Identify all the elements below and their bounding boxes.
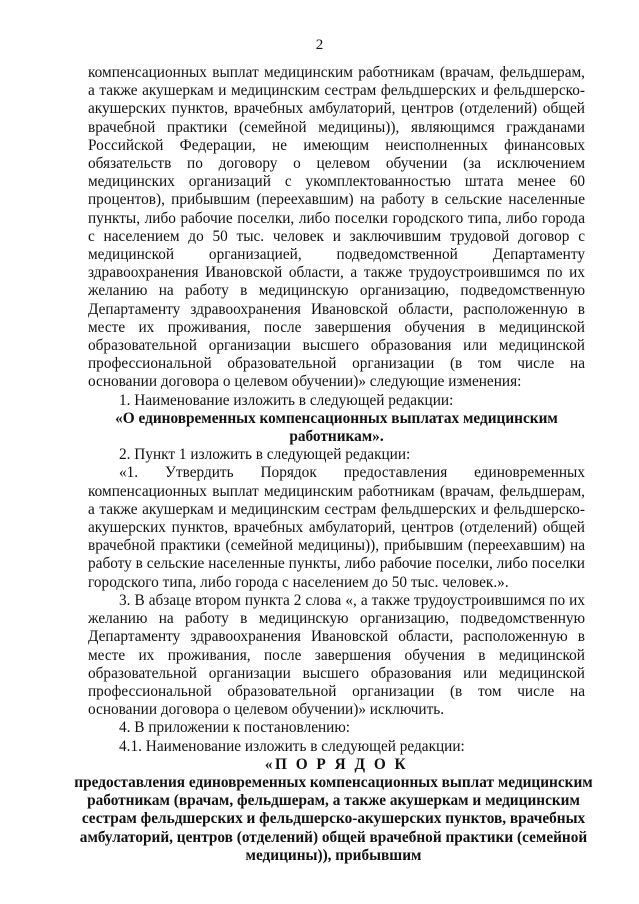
paragraph-item-2: 2. Пункт 1 изложить в следующей редакции: [119,446,411,464]
heading-item-1-title: «О единовременных компенсационных выплатах медицинским работникам». [115,409,558,446]
document-body [74,64,593,865]
paragraph-item-1: 1. Наименование изложить в следующей редакции: [119,391,454,409]
page-number: 2 [315,37,324,53]
paragraph-item-4-1: 4.1. Наименование изложить в следующей редакции: [119,737,465,755]
order-heading: «П О Р Я Д О К [264,755,409,773]
paragraph-item-2-text: «1. Утвердить Порядок предоставления единовременных компенсационных выплат медицинским работникам (врачам, фельдшерам, а также акушеркам и медицинским сестрам фельдшерских и фельдшерско-акушерских пунктов, врачебных амбулаторий, центров (отделений) общей врачебной практики (семейной медицины)), прибывшим (переехавшим) на работу в сельские населенные пункты, либо рабочие поселки, либо поселки городского типа, либо города с населением до 50 тыс. человек.». [88,464,585,591]
order-title: предоставления единовременных компенсационных выплат медицинским работникам (врачам, фельдшерам, а также акушеркам и медицинским сестрам фельдшерских и фельдшерско-акушерских пунктов, врачебных амбулаторий, центров (отделений) общей врачебной практики (семейной медицины)), прибывшим [74,773,593,864]
paragraph-item-4: 4. В приложении к постановлению: [119,719,351,737]
paragraph-item-3: 3. В абзаце втором пункта 2 слова «, а также трудоустроившимся по их желанию на работу в медицинскую организацию, подведомственную Департаменту здравоохранения Ивановской области, расположенную в месте их проживания, после завершения обучения в медицинской образовательной организации высшего образования или медицинской профессиональной образовательной организации (в том числе на основании договора о целевом обучении)» исключить. [88,591,585,719]
paragraph-intro: компенсационных выплат медицинским работникам (врачам, фельдшерам, а также акушеркам и медицинским сестрам фельдшерских и фельдшерско-акушерских пунктов, врачебных амбулаторий, центров (отделений) общей врачебной практики (семейной медицины)), являющимся гражданами Российской Федерации, не имеющим неисполненных финансовых обязательств по договору о целевом обучении (за исключением медицинских организаций с укомплектованностью штата менее 60 процентов), прибывшим (переехавшим) на работу в сельские населенные пункты, либо рабочие поселки, либо поселки городского типа, либо города с населением до 50 тыс. человек и заключившим трудовой договор с медицинской организацией, подведомственной Департаменту здравоохранения Ивановской области, а также трудоустроившимся по их желанию на работу в медицинскую организацию, подведомственную Департаменту здравоохранения Ивановской области, расположенную в месте их проживания, после завершения обучения в медицинской образовательной организации высшего образования или медицинской профессиональной образовательной организации (в том числе на основании договора о целевом обучении)» следующие изменения: [88,64,585,391]
